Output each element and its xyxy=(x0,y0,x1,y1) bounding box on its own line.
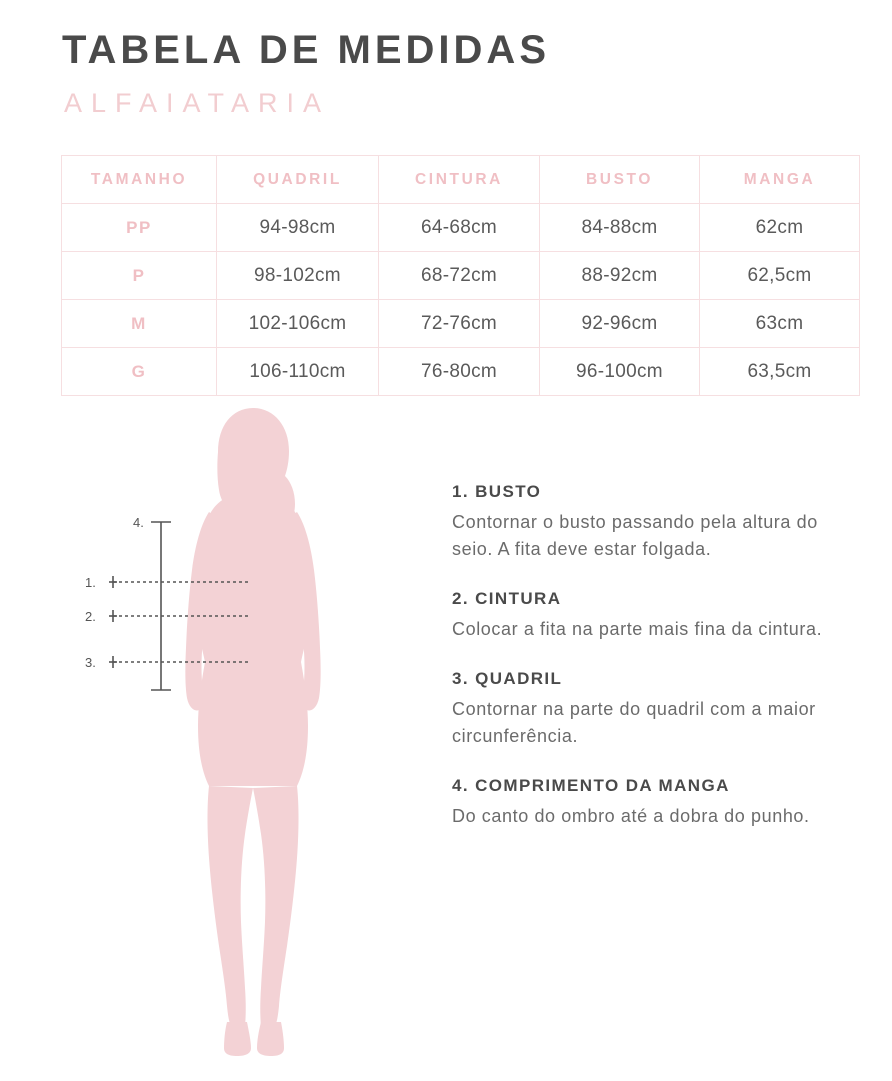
instruction-text: Contornar na parte do quadril com a maior circunferência. xyxy=(452,699,816,746)
table-row xyxy=(62,252,860,300)
instruction-heading: 1. BUSTO xyxy=(452,482,542,501)
column-header-cintura: CINTURA xyxy=(379,156,540,204)
cell-manga: 63cm xyxy=(700,300,860,348)
instructions-list xyxy=(452,482,852,856)
cell-size: PP xyxy=(62,204,217,252)
instruction-heading: 2. CINTURA xyxy=(452,589,562,608)
cell-cintura: 76-80cm xyxy=(379,348,540,396)
table-row xyxy=(62,348,860,396)
instruction-item xyxy=(452,482,852,563)
instruction-heading: 4. COMPRIMENTO DA MANGA xyxy=(452,776,730,795)
cell-manga: 62cm xyxy=(700,204,860,252)
cell-busto: 84-88cm xyxy=(540,204,700,252)
column-header-busto: BUSTO xyxy=(540,156,700,204)
cell-size: M xyxy=(62,300,217,348)
table-header-row xyxy=(62,156,860,204)
column-header-tamanho: TAMANHO xyxy=(62,156,217,204)
cell-quadril: 106-110cm xyxy=(217,348,379,396)
page-subtitle: ALFAIATARIA xyxy=(64,88,331,118)
table-row xyxy=(62,204,860,252)
column-header-manga: MANGA xyxy=(700,156,860,204)
measurement-diagram xyxy=(85,400,425,1070)
cell-size: G xyxy=(62,348,217,396)
cell-quadril: 102-106cm xyxy=(217,300,379,348)
size-table xyxy=(61,155,860,396)
cell-busto: 92-96cm xyxy=(540,300,700,348)
cell-busto: 88-92cm xyxy=(540,252,700,300)
cell-cintura: 64-68cm xyxy=(379,204,540,252)
column-header-quadril: QUADRIL xyxy=(217,156,379,204)
cell-manga: 62,5cm xyxy=(700,252,860,300)
cell-cintura: 72-76cm xyxy=(379,300,540,348)
cell-busto: 96-100cm xyxy=(540,348,700,396)
marker-label-1: 1. xyxy=(85,575,96,590)
instruction-heading: 3. QUADRIL xyxy=(452,669,563,688)
size-table-container xyxy=(61,155,859,396)
cell-size: P xyxy=(62,252,217,300)
instruction-item xyxy=(452,776,852,830)
cell-quadril: 98-102cm xyxy=(217,252,379,300)
female-silhouette-icon xyxy=(185,408,320,1056)
instruction-text: Contornar o busto passando pela altura do seio. A fita deve estar folgada. xyxy=(452,512,818,559)
marker-label-3: 3. xyxy=(85,655,96,670)
marker-label-2: 2. xyxy=(85,609,96,624)
cell-manga: 63,5cm xyxy=(700,348,860,396)
instruction-item xyxy=(452,589,852,643)
marker-label-4: 4. xyxy=(133,515,144,530)
instruction-text: Colocar a fita na parte mais fina da cintura. xyxy=(452,619,823,639)
cell-cintura: 68-72cm xyxy=(379,252,540,300)
instruction-text: Do canto do ombro até a dobra do punho. xyxy=(452,806,810,826)
table-row xyxy=(62,300,860,348)
page-title: TABELA DE MEDIDAS xyxy=(62,28,550,72)
instruction-item xyxy=(452,669,852,750)
cell-quadril: 94-98cm xyxy=(217,204,379,252)
